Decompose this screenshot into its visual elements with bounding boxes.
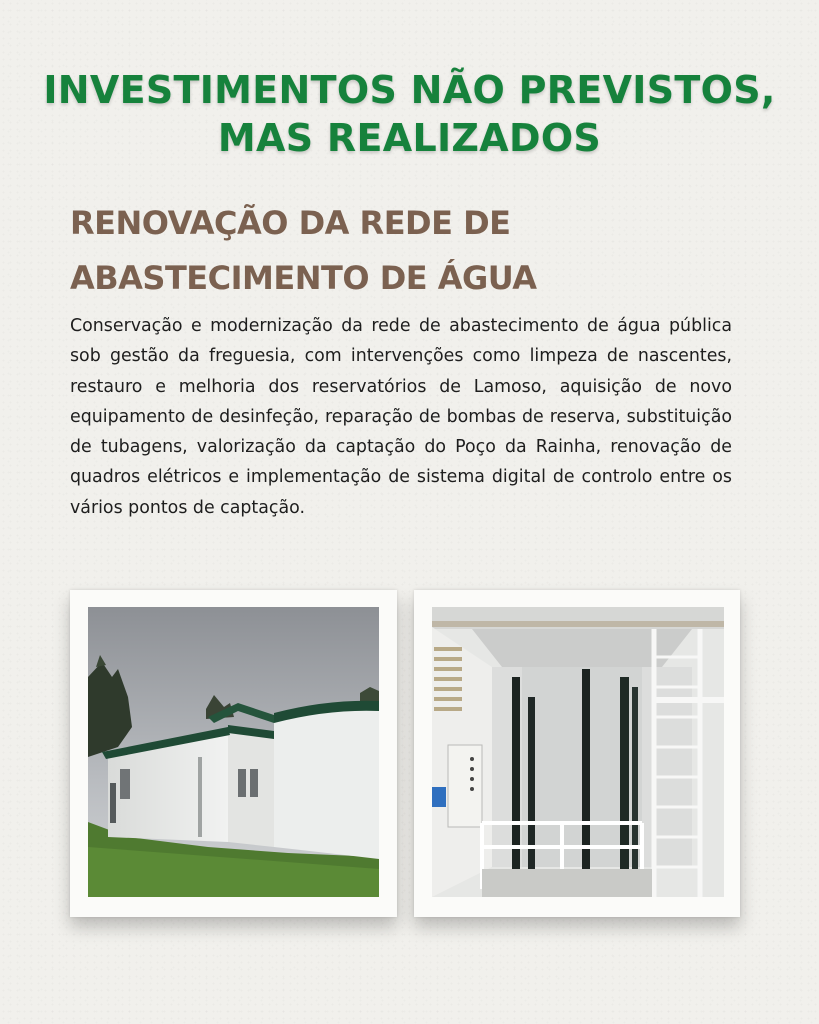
reservoir-interior-image: [432, 607, 724, 897]
section-heading-line-2: ABASTECIMENTO DE ÁGUA: [70, 259, 537, 297]
page-title: [0, 66, 819, 162]
section-heading-line-1: RENOVAÇÃO DA REDE DE: [70, 204, 511, 242]
section-heading: [70, 196, 750, 306]
reservoir-building-image: [88, 607, 379, 897]
page-title-line-1: INVESTIMENTOS NÃO PREVISTOS,: [43, 68, 776, 112]
photo-reservoir-building: [70, 590, 397, 917]
section-body-text: Conservação e modernização da rede de abastecimento de água pública sob gestão da freguesia, com intervenções como limpeza de nascentes, restauro e melhoria dos reservatórios de Lamoso, aquisição de novo equipamento de desinfeção, reparação de bombas de reserva, substituição de tubagens, valorização da captação do Poço da Rainha, renovação de quadros elétricos e implementação de sistema digital de controlo entre os vários pontos de captação.: [70, 316, 732, 518]
photo-reservoir-interior: [414, 590, 740, 917]
page-title-line-2: MAS REALIZADOS: [217, 116, 602, 160]
